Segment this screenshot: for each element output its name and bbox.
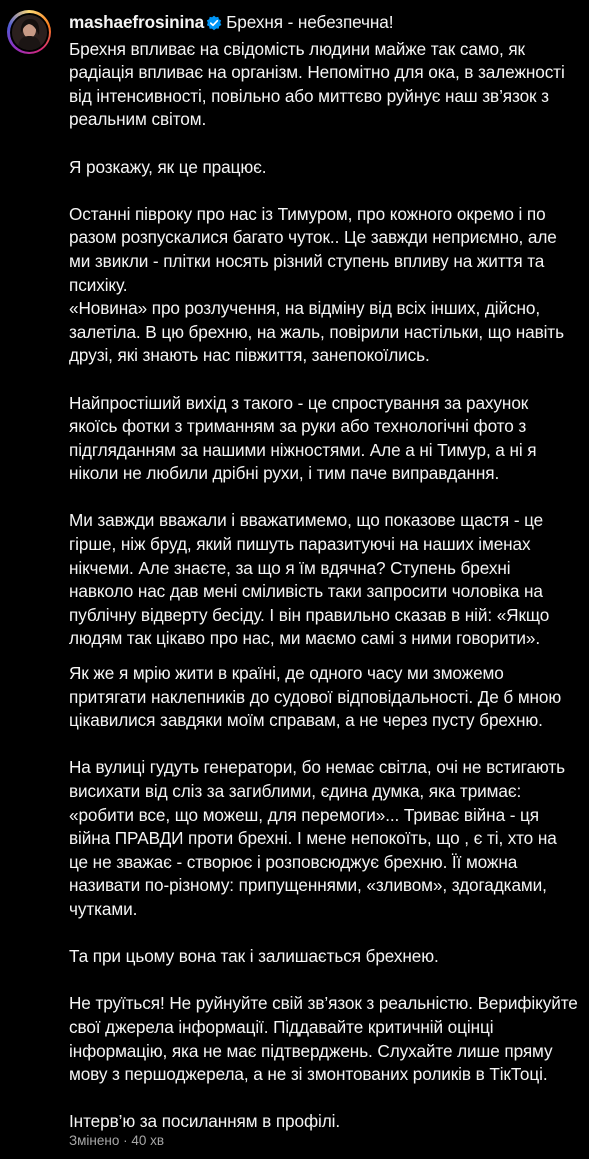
caption-paragraph: Як же я мрію жити в країні, де одного часу ми зможемо притягати наклепників до судової відповідальності. Де б мною цікавилися завдяки моїм справам, а не через пусту брехню. (69, 663, 562, 731)
avatar[interactable] (12, 15, 47, 50)
caption-paragraph: Я розкажу, як це працює. (69, 156, 267, 177)
caption-body (69, 11, 579, 1158)
caption-paragraph: Брехня впливає на свідомість людини майже так само, як радіація впливає на організм. Непомітно для ока, в залежності від інтенсивності, повільно або миттєво руйнує наш зв’язок з реальним світом. (69, 38, 565, 130)
caption-paragraph: «Новина» про розлучення, на відміну від всіх інших, дійсно, залетіла. В цю брехню, на жаль, повірили настільки, що навіть друзі, які знають нас півжиття, занепокоїлись. (69, 298, 564, 366)
caption-paragraph: Ми завжди вважали і вважатимемо, що показове щастя - це гірше, ніж бруд, який пишуть паразитуючі на наших іменах нікчеми. Але знаєте, за що я їм вдячна? Ступень брехні навколо нас дав мені сміливість таки запросити чоловіка на публічну відверту бесіду. І він правильно сказав в ній: «Якщо людям так цікаво про нас, ми маємо самі з ними говорити». (69, 510, 550, 649)
caption-paragraph: Та при цьому вона так і залишається брехнею. (69, 946, 439, 967)
caption-paragraph: Останні півроку про нас із Тимуром, про кожного окремо і по разом розпускалися багато чуток.. Це завжди неприємно, але ми звикли - плітки носять різний ступень впливу на життя та психіку. (69, 203, 557, 295)
avatar-gap (10, 13, 49, 52)
caption-paragraph: Найпростіший вихід з такого - це спростування за рахунок якоїсь фотки з триманням за руки або технологічні фото з підгляданням за нашими ніжностями. Але а ні Тимур, а ні я ніколи не любили дрібні рухи, і тим паче виправдання. (69, 392, 537, 484)
caption-paragraph: Не труїться! Не руйнуйте свій зв’язок з реальністю. Верифікуйте свої джерела інформації. Піддавайте критичній оцінці інформацію, яка не має підтверджень. Слухайте лише пряму мову з першоджерела, а не зі змонтованих роликів в ТікТоці. (69, 993, 578, 1085)
verified-badge-icon (206, 14, 222, 38)
post-title: Брехня - небезпечна! (226, 12, 394, 32)
avatar-story-ring[interactable] (7, 10, 51, 54)
caption-header (69, 11, 579, 38)
post-meta-timestamp: Змінено · 40 хв (69, 1133, 165, 1148)
caption-paragraph: На вулиці гудуть генератори, бо немає світла, очі не встигають висихати від сліз за загиблими, єдина думка, яка тримає: «робити все, що можеш, для перемоги»... Триває війна - ця війна ПРАВДИ проти брехні. І мене непокоїть, що , є ті, хто на це не зважає - створює і розповсюджує брехню. Її можна називати по-різному: припущеннями, «зливом», здогадками, чутками. (69, 757, 565, 919)
username-link[interactable]: mashaefrosinina (69, 12, 205, 32)
avatar-image (12, 15, 47, 50)
caption-paragraph: Інтерв’ю за посиланням в профілі. (69, 1111, 341, 1132)
